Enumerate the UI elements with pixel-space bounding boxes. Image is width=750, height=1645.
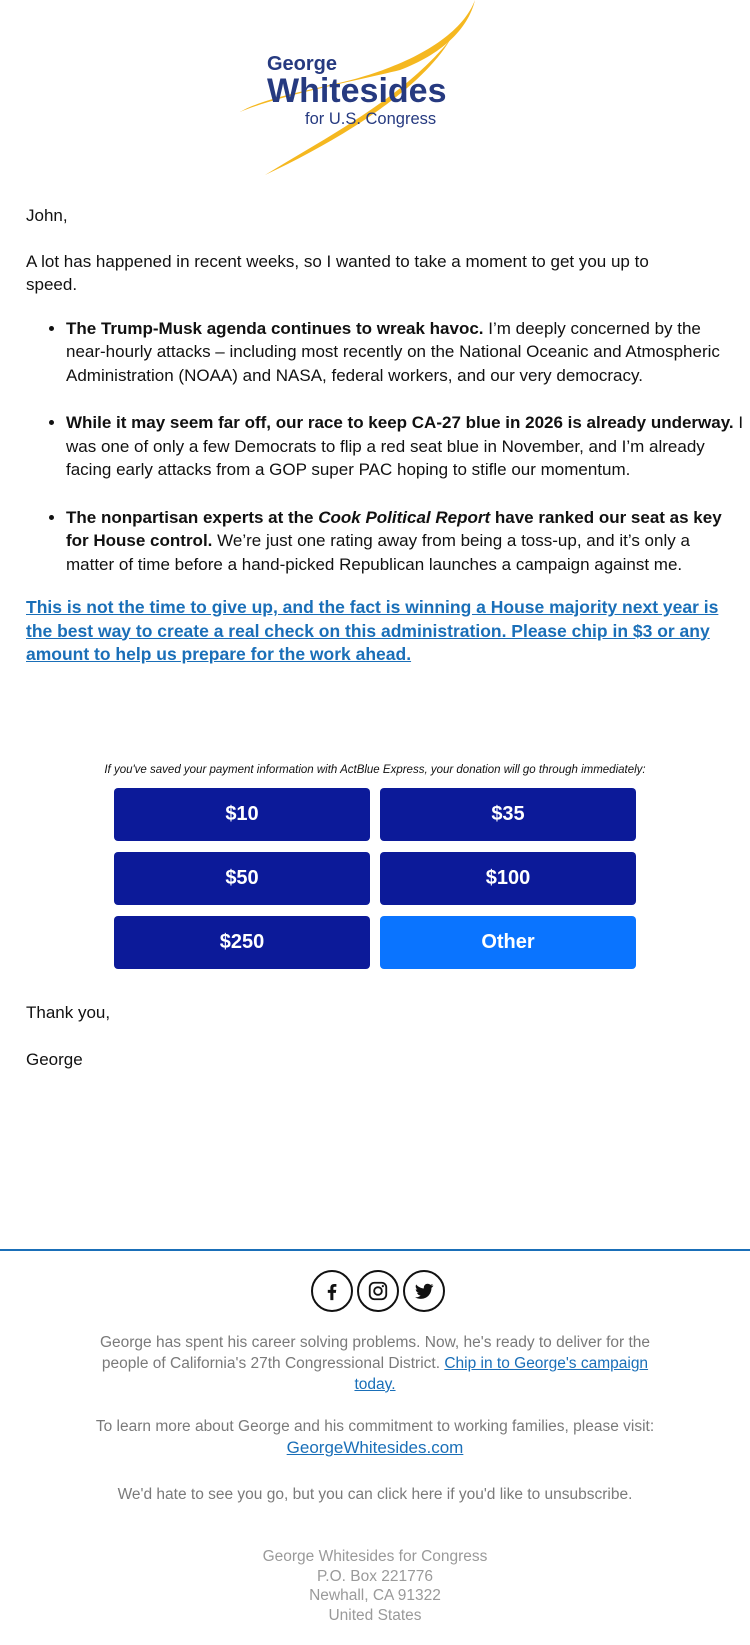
donate-250-button[interactable]: $250	[114, 916, 370, 969]
bullet-bold: The Trump-Musk agenda continues to wreak havoc.	[66, 318, 484, 338]
donate-other-button[interactable]: Other	[380, 916, 636, 969]
closing: Thank you,	[26, 1003, 111, 1022]
donate-35-button[interactable]: $35	[380, 788, 636, 841]
donation-button-grid	[114, 788, 636, 969]
logo-line3: for U.S. Congress	[305, 110, 437, 128]
list-item	[66, 506, 726, 577]
instagram-icon[interactable]	[357, 1270, 399, 1312]
twitter-icon[interactable]	[403, 1270, 445, 1312]
footer-learn-more	[0, 1416, 750, 1459]
facebook-icon[interactable]	[311, 1270, 353, 1312]
footer-about	[0, 1332, 750, 1395]
actblue-express-note: If you've saved your payment information with ActBlue Express, your donation will go through immediately:	[104, 764, 646, 776]
social-links	[311, 1270, 445, 1312]
donate-10-button[interactable]: $10	[114, 788, 370, 841]
footer-divider	[0, 1249, 750, 1251]
footer-address	[0, 1547, 750, 1625]
logo-line1: George	[267, 53, 338, 75]
list-item	[66, 411, 746, 482]
unsubscribe-link[interactable]: We'd hate to see you go, but you can click here if you'd like to unsubscribe.	[117, 1486, 633, 1503]
website-link[interactable]: GeorgeWhitesides.com	[286, 1438, 464, 1457]
bullet-bold: While it may seem far off, our race to keep CA-27 blue in 2026 is already underway.	[66, 413, 734, 432]
footer-about-text: George has spent his career solving problems. Now, he's ready to deliver for the people of California's 27th Congressional District.	[99, 1334, 651, 1372]
address-line: George Whitesides for Congress	[262, 1548, 488, 1565]
chip-in-link[interactable]: Chip in to George's campaign today.	[354, 1355, 649, 1393]
donate-100-button[interactable]: $100	[380, 852, 636, 905]
bullet-text: We’re just one rating away from being a toss-up, and it’s only a matter of time before a hand-picked Republican launches a campaign against me.	[66, 531, 690, 574]
bullet-list	[26, 317, 744, 577]
logo-line2: Whitesides	[267, 72, 447, 110]
bullet-bold: The nonpartisan experts at the Cook Political Report have ranked our seat as key for House control.	[66, 507, 722, 550]
bullet-text: I’m deeply concerned by the near-hourly attacks – including most recently on the National Oceanic and Atmospheric Administration (NOAA) and NASA, federal workers, and our very democracy.	[66, 318, 720, 385]
publication-name: Cook Political Report	[318, 507, 491, 527]
bullet-text: I was one of only a few Democrats to flip a red seat blue in November, and I’m already facing early attacks from a GOP super PAC hoping to stifle our momentum.	[66, 413, 744, 479]
signature: George	[26, 1050, 83, 1069]
donate-50-button[interactable]: $50	[114, 852, 370, 905]
donate-cta-link[interactable]: This is not the time to give up, and the fact is winning a House majority next year is the best way to create a real check on this administration. Please chip in $3 or any amount to help us prepare for the work ahead.	[26, 597, 719, 664]
address-line: P.O. Box 221776	[316, 1567, 434, 1585]
address-line: United States	[328, 1606, 422, 1624]
email-body	[26, 204, 744, 667]
logo-swoosh-graphic	[240, 0, 510, 180]
list-item	[66, 317, 726, 388]
intro-paragraph: A lot has happened in recent weeks, so I wanted to take a moment to get you up to speed.	[26, 251, 649, 294]
greeting: John,	[26, 206, 68, 225]
address-line: Newhall, CA 91322	[309, 1587, 441, 1604]
footer-learn-text: To learn more about George and his commitment to working families, please visit:	[95, 1418, 655, 1435]
campaign-logo	[240, 0, 510, 180]
